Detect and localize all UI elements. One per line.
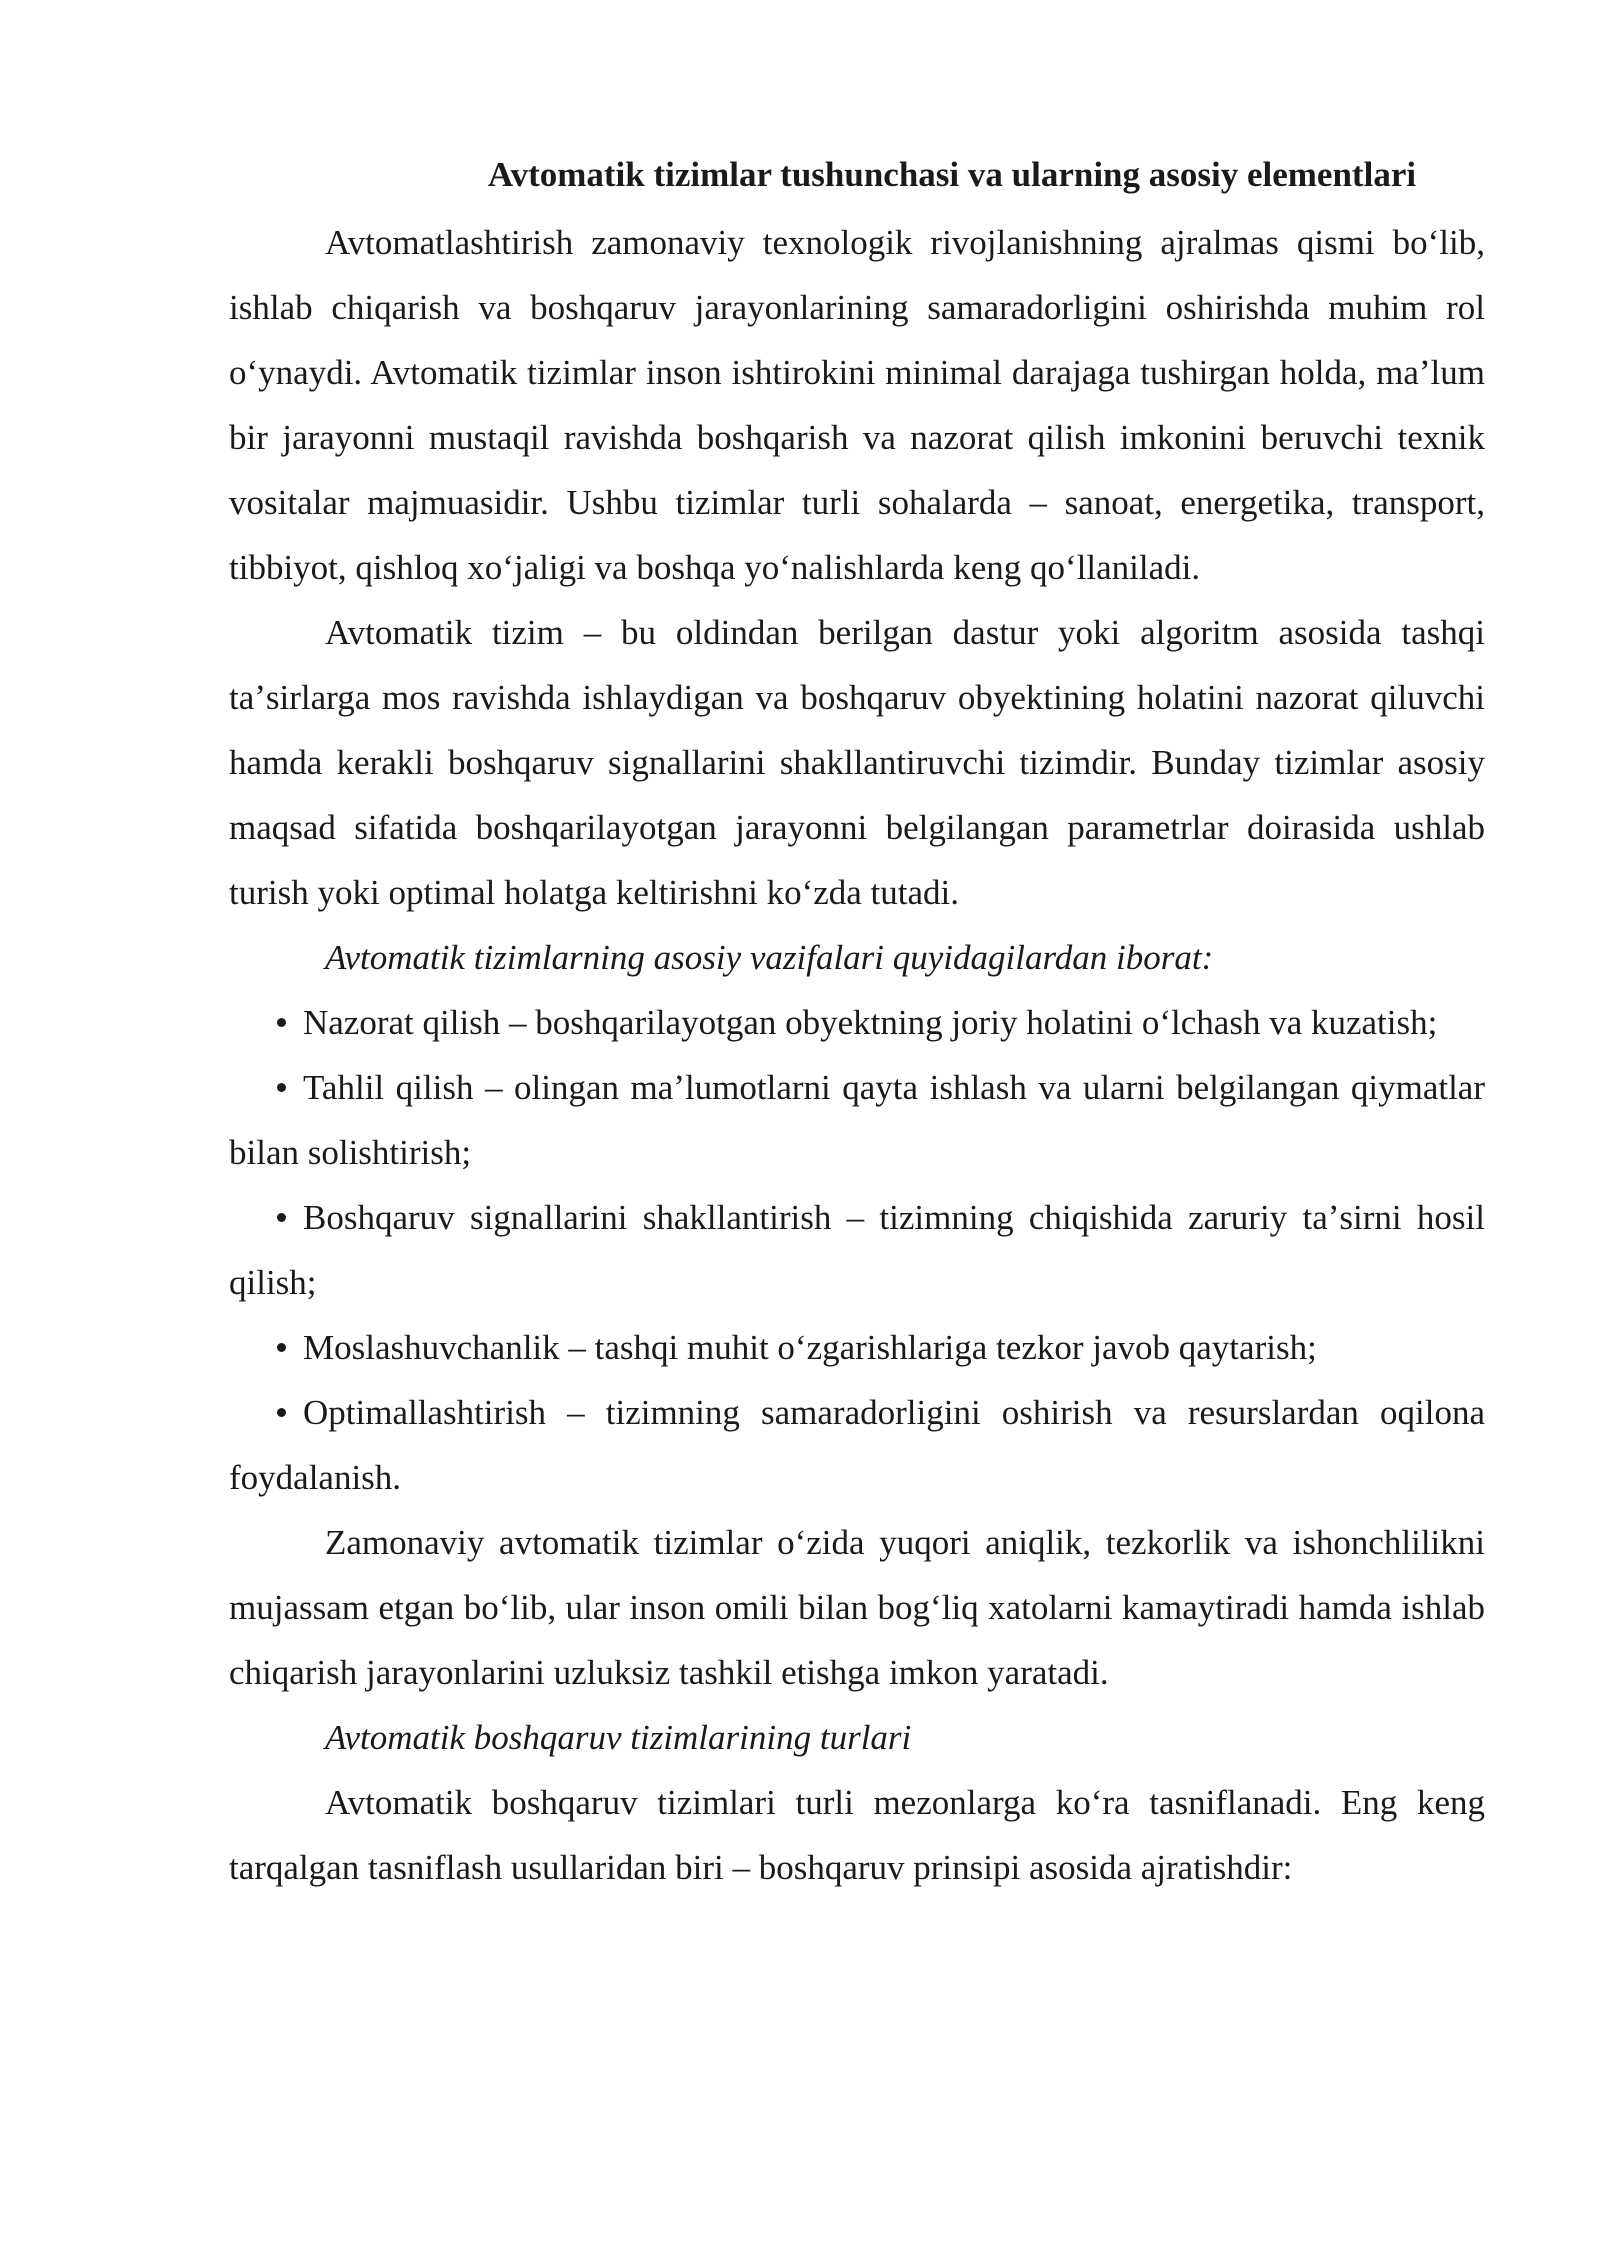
paragraph-definition: Avtomatik tizim – bu oldindan berilgan dastur yoki algoritm asosida tashqi taʼsirlarga mos ravishda ishlaydigan va boshqaruv obyektining holatini nazorat qiluvchi hamda kerakli boshqaruv signallarini shakllantiruvchi tizimdir. Bunday tizimlar asosiy maqsad sifatida boshqarilayotgan jarayonni belgilangan parametrlar doirasida ushlab turish yoki optimal holatga keltirishni koʻzda tutadi. [229,613,1485,912]
paragraph-intro: Avtomatlashtirish zamonaviy texnologik rivojlanishning ajralmas qismi boʻlib, ishlab chiqarish va boshqaruv jarayonlarining samaradorligini oshirishda muhim rol oʻynaydi. Avtomatik tizimlar inson ishtirokini minimal darajaga tushirgan holda, maʼlum bir jarayonni mustaqil ravishda boshqarish va nazorat qilish imkonini beruvchi texnik vositalar majmuasidir. Ushbu tizimlar turli sohalarda – sanoat, energetika, transport, tibbiyot, qishloq xoʻjaligi va boshqa yoʻnalishlarda keng qoʻllaniladi. [229,223,1485,587]
list-item [229,1185,1485,1315]
bullet-icon [277,1408,286,1417]
document-title: Avtomatik tizimlar tushunchasi va ularning asosiy elementlari [487,155,1417,194]
paragraph-modern-systems: Zamonaviy avtomatik tizimlar oʻzida yuqori aniqlik, tezkorlik va ishonchlilikni mujassam etgan boʻlib, ular inson omili bilan bogʻliq xatolarni kamaytiradi hamda ishlab chiqarish jarayonlarini uzluksiz tashkil etishga imkon yaratadi. [229,1523,1485,1692]
list-item [229,1380,1485,1510]
document-page [229,140,1485,1900]
list-item-text: Nazorat qilish – boshqarilayotgan obyektning joriy holatini oʻlchash va kuzatish; [303,1003,1438,1042]
bullet-icon [277,1018,286,1027]
functions-list [229,990,1485,1510]
list-item [229,1055,1485,1185]
bullet-icon [277,1213,286,1222]
functions-heading: Avtomatik tizimlarning asosiy vazifalari quyidagilardan iborat: [325,938,1214,977]
list-item-text: Tahlil qilish – olingan maʼlumotlarni qayta ishlash va ularni belgilangan qiymatlar bilan solishtirish; [229,1068,1485,1172]
list-item [229,1315,1485,1380]
list-item [229,990,1485,1055]
bullet-icon [277,1083,286,1092]
list-item-text: Boshqaruv signallarini shakllantirish – tizimning chiqishida zaruriy taʼsirni hosil qilish; [229,1198,1485,1302]
bullet-icon [277,1343,286,1352]
list-item-text: Moslashuvchanlik – tashqi muhit oʻzgarishlariga tezkor javob qaytarish; [303,1328,1317,1367]
types-heading: Avtomatik boshqaruv tizimlarining turlari [325,1718,912,1757]
paragraph-classification: Avtomatik boshqaruv tizimlari turli mezonlarga koʻra tasniflanadi. Eng keng tarqalgan tasniflash usullaridan biri – boshqaruv prinsipi asosida ajratishdir: [229,1783,1485,1887]
list-item-text: Optimallashtirish – tizimning samaradorligini oshirish va resurslardan oqilona foydalanish. [229,1393,1485,1497]
